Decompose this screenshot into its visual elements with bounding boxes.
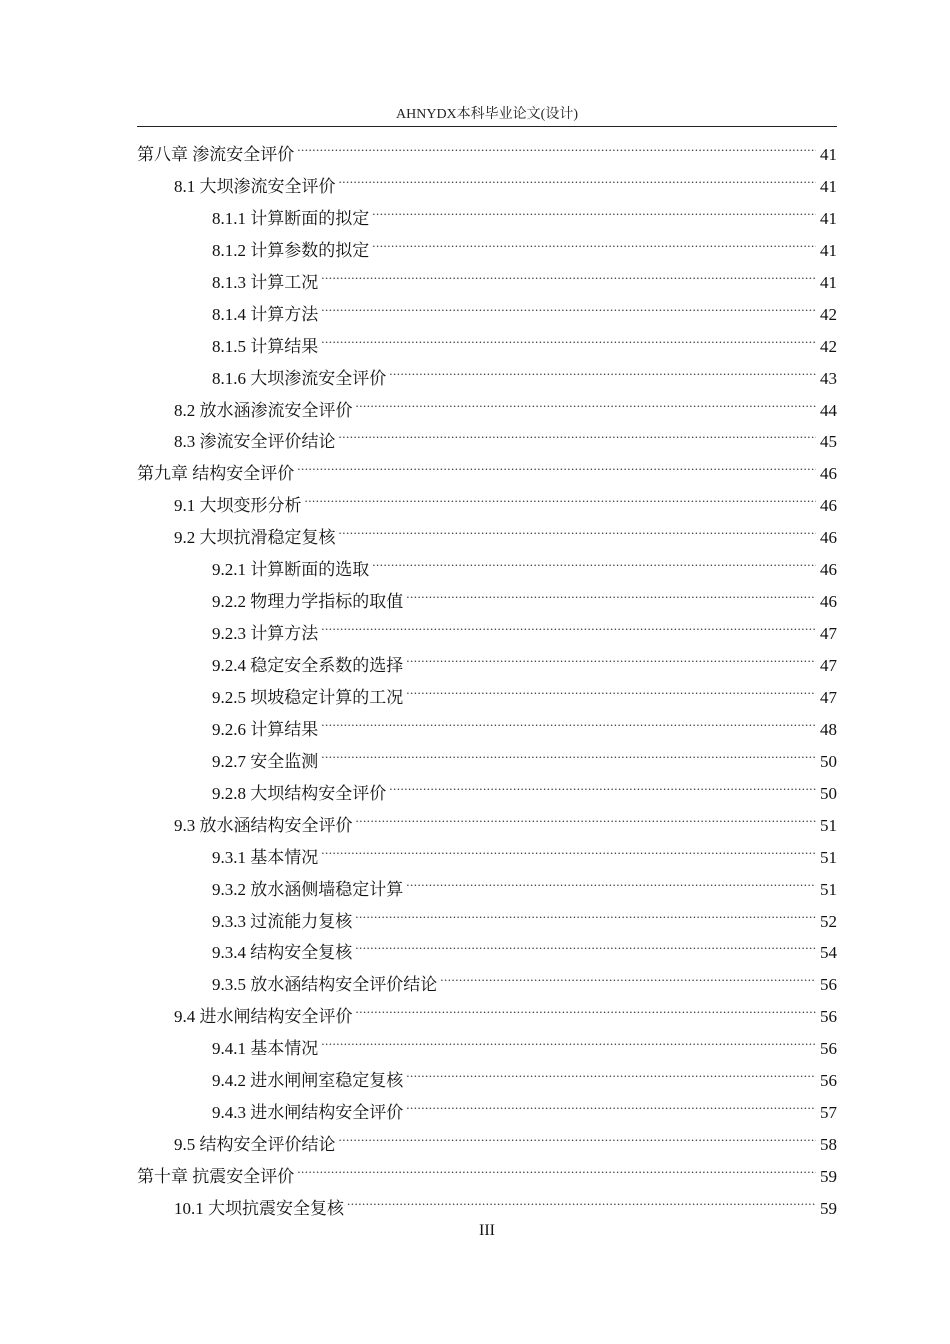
- toc-entry-page: 50: [820, 783, 837, 803]
- toc-dot-leader: [339, 1133, 817, 1150]
- toc-entry-label: 9.5 结构安全评价结论: [174, 1135, 336, 1155]
- toc-entry[interactable]: [137, 682, 837, 714]
- toc-entry-page: 48: [820, 719, 837, 739]
- toc-entry-label: 9.4 进水闸结构安全评价: [174, 1007, 353, 1027]
- toc-dot-leader: [321, 303, 816, 320]
- toc-entry-label: 9.4.3 进水闸结构安全评价: [212, 1103, 404, 1123]
- toc-entry-page: 44: [820, 400, 837, 420]
- toc-dot-leader: [406, 590, 816, 607]
- toc-entry-label: 9.3.1 基本情况: [212, 847, 319, 867]
- toc-entry[interactable]: [137, 650, 837, 682]
- toc-entry[interactable]: [137, 458, 837, 490]
- toc-entry-page: 46: [820, 560, 837, 580]
- toc-dot-leader: [321, 750, 816, 767]
- toc-entry-label: 9.2 大坝抗滑稳定复核: [174, 528, 336, 548]
- toc-dot-leader: [321, 1037, 816, 1054]
- toc-dot-leader: [297, 1165, 816, 1182]
- toc-entry[interactable]: [137, 363, 837, 395]
- toc-dot-leader: [321, 622, 816, 639]
- toc-dot-leader: [356, 814, 817, 831]
- toc-dot-leader: [339, 430, 817, 447]
- toc-entry-label: 9.2.4 稳定安全系数的选择: [212, 656, 404, 675]
- page-header: AHNYDX本科毕业论文(设计): [396, 107, 578, 122]
- toc-entry-label: 8.3 渗流安全评价结论: [174, 432, 336, 452]
- toc-dot-leader: [389, 782, 816, 799]
- toc-entry-label: 9.3.4 结构安全复核: [212, 943, 353, 963]
- toc-entry[interactable]: [137, 395, 837, 427]
- toc-entry-page: 42: [820, 304, 837, 324]
- toc-entry-page: 47: [820, 656, 837, 675]
- toc-dot-leader: [372, 558, 816, 575]
- toc-entry-page: 58: [820, 1135, 837, 1155]
- toc-entry-page: 47: [820, 687, 837, 707]
- toc-dot-leader: [356, 1005, 817, 1022]
- toc-entry-page: 51: [820, 847, 837, 867]
- toc-entry-page: 59: [820, 1167, 837, 1186]
- toc-entry[interactable]: [137, 235, 837, 267]
- toc-entry-page: 41: [820, 208, 837, 228]
- toc-entry[interactable]: [137, 1097, 837, 1129]
- toc-entry[interactable]: [137, 490, 837, 522]
- toc-entry-page: 46: [820, 592, 837, 612]
- toc-entry-page: 56: [820, 1071, 837, 1091]
- toc-entry-page: 51: [820, 815, 837, 835]
- toc-dot-leader: [406, 654, 816, 671]
- toc-entry-page: 46: [820, 464, 837, 484]
- toc-entry[interactable]: [137, 810, 837, 842]
- toc-entry-label: 9.3.3 过流能力复核: [212, 911, 353, 931]
- toc-entry-label: 9.3.5 放水涵结构安全评价结论: [212, 975, 438, 995]
- toc-entry-label: 8.2 放水涵渗流安全评价: [174, 400, 353, 420]
- toc-entry-label: 9.2.2 物理力学指标的取值: [212, 592, 404, 612]
- toc-dot-leader: [355, 941, 816, 958]
- toc-entry-page: 56: [820, 1039, 837, 1059]
- page-number: III: [479, 1222, 495, 1239]
- toc-entry[interactable]: [137, 331, 837, 363]
- toc-entry-page: 50: [820, 751, 837, 771]
- toc-entry-page: 57: [820, 1103, 837, 1123]
- toc-dot-leader: [321, 271, 816, 288]
- toc-entry[interactable]: [137, 1065, 837, 1097]
- toc-dot-leader: [440, 973, 816, 990]
- toc-entry[interactable]: [137, 874, 837, 906]
- toc-dot-leader: [406, 1069, 816, 1086]
- toc-entry[interactable]: [137, 842, 837, 874]
- toc-entry-label: 8.1.1 计算断面的拟定: [212, 208, 370, 228]
- toc-entry-page: 43: [820, 368, 837, 388]
- toc-entry-label: 8.1.3 计算工况: [212, 272, 319, 292]
- toc-entry-page: 47: [820, 624, 837, 644]
- toc-entry-label: 第八章 渗流安全评价: [137, 145, 295, 164]
- toc-entry-page: 41: [820, 176, 837, 196]
- toc-dot-leader: [339, 175, 817, 192]
- toc-dot-leader: [347, 1197, 816, 1214]
- toc-entry-page: 46: [820, 496, 837, 516]
- toc-entry[interactable]: [137, 906, 837, 938]
- toc-entry-label: 8.1 大坝渗流安全评价: [174, 176, 336, 196]
- toc-entry-label: 8.1.6 大坝渗流安全评价: [212, 368, 387, 388]
- toc-entry-page: 59: [820, 1198, 837, 1218]
- toc-entry-page: 41: [820, 145, 837, 164]
- toc-entry-label: 8.1.5 计算结果: [212, 336, 319, 356]
- toc-dot-leader: [355, 910, 816, 927]
- toc-dot-leader: [297, 143, 816, 160]
- toc-entry-label: 9.2.3 计算方法: [212, 624, 319, 644]
- toc-entry-label: 9.2.7 安全监测: [212, 751, 319, 771]
- toc-entry[interactable]: [137, 746, 837, 778]
- toc-dot-leader: [305, 494, 817, 511]
- toc-dot-leader: [406, 686, 816, 703]
- toc-dot-leader: [389, 367, 816, 384]
- toc-entry-label: 10.1 大坝抗震安全复核: [174, 1198, 344, 1218]
- toc-entry[interactable]: [137, 969, 837, 1001]
- toc-entry[interactable]: [137, 267, 837, 299]
- toc-entry[interactable]: [137, 554, 837, 586]
- toc-entry[interactable]: [137, 937, 837, 969]
- toc-entry-label: 9.1 大坝变形分析: [174, 496, 302, 516]
- toc-entry[interactable]: [137, 426, 837, 458]
- toc-entry-page: 46: [820, 528, 837, 548]
- toc-entry-page: 51: [820, 879, 837, 899]
- toc-entry[interactable]: [137, 778, 837, 810]
- toc-dot-leader: [372, 239, 816, 256]
- toc-entry-page: 42: [820, 336, 837, 356]
- toc-entry-label: 9.2.8 大坝结构安全评价: [212, 783, 387, 803]
- toc-entry-label: 9.4.2 进水闸闸室稳定复核: [212, 1071, 404, 1091]
- toc-entry-label: 9.3.2 放水涵侧墙稳定计算: [212, 879, 404, 899]
- toc-entry-label: 8.1.2 计算参数的拟定: [212, 240, 370, 260]
- toc-dot-leader: [406, 878, 816, 895]
- toc-entry[interactable]: [137, 1161, 837, 1193]
- toc-entry[interactable]: [137, 618, 837, 650]
- toc-entry[interactable]: [137, 139, 837, 171]
- table-of-contents: [137, 139, 837, 1225]
- toc-entry[interactable]: [137, 714, 837, 746]
- toc-dot-leader: [321, 846, 816, 863]
- toc-entry-page: 45: [820, 432, 837, 452]
- toc-entry-page: 52: [820, 911, 837, 931]
- toc-entry-page: 54: [820, 943, 837, 963]
- toc-entry[interactable]: [137, 299, 837, 331]
- toc-entry-page: 56: [820, 1007, 837, 1027]
- toc-entry-label: 9.3 放水涵结构安全评价: [174, 815, 353, 835]
- toc-entry[interactable]: [137, 1001, 837, 1033]
- toc-entry-page: 56: [820, 975, 837, 995]
- toc-entry-page: 41: [820, 272, 837, 292]
- toc-entry-label: 9.4.1 基本情况: [212, 1039, 319, 1059]
- toc-entry[interactable]: [137, 203, 837, 235]
- toc-entry-label: 8.1.4 计算方法: [212, 304, 319, 324]
- toc-entry-label: 第十章 抗震安全评价: [137, 1167, 295, 1186]
- toc-dot-leader: [321, 718, 816, 735]
- header-rule: [137, 126, 837, 127]
- toc-entry-label: 第九章 结构安全评价: [137, 464, 295, 484]
- toc-entry[interactable]: [137, 1033, 837, 1065]
- toc-entry[interactable]: [137, 522, 837, 554]
- toc-entry[interactable]: [137, 171, 837, 203]
- toc-entry[interactable]: [137, 1129, 837, 1161]
- toc-entry-label: 9.2.1 计算断面的选取: [212, 560, 370, 580]
- toc-entry-page: 41: [820, 240, 837, 260]
- toc-dot-leader: [406, 1101, 816, 1118]
- toc-dot-leader: [297, 462, 816, 479]
- toc-dot-leader: [372, 207, 816, 224]
- toc-dot-leader: [339, 526, 817, 543]
- toc-dot-leader: [356, 399, 817, 416]
- toc-entry-label: 9.2.6 计算结果: [212, 719, 319, 739]
- toc-dot-leader: [321, 335, 816, 352]
- toc-entry-label: 9.2.5 坝坡稳定计算的工况: [212, 687, 404, 707]
- toc-entry[interactable]: [137, 586, 837, 618]
